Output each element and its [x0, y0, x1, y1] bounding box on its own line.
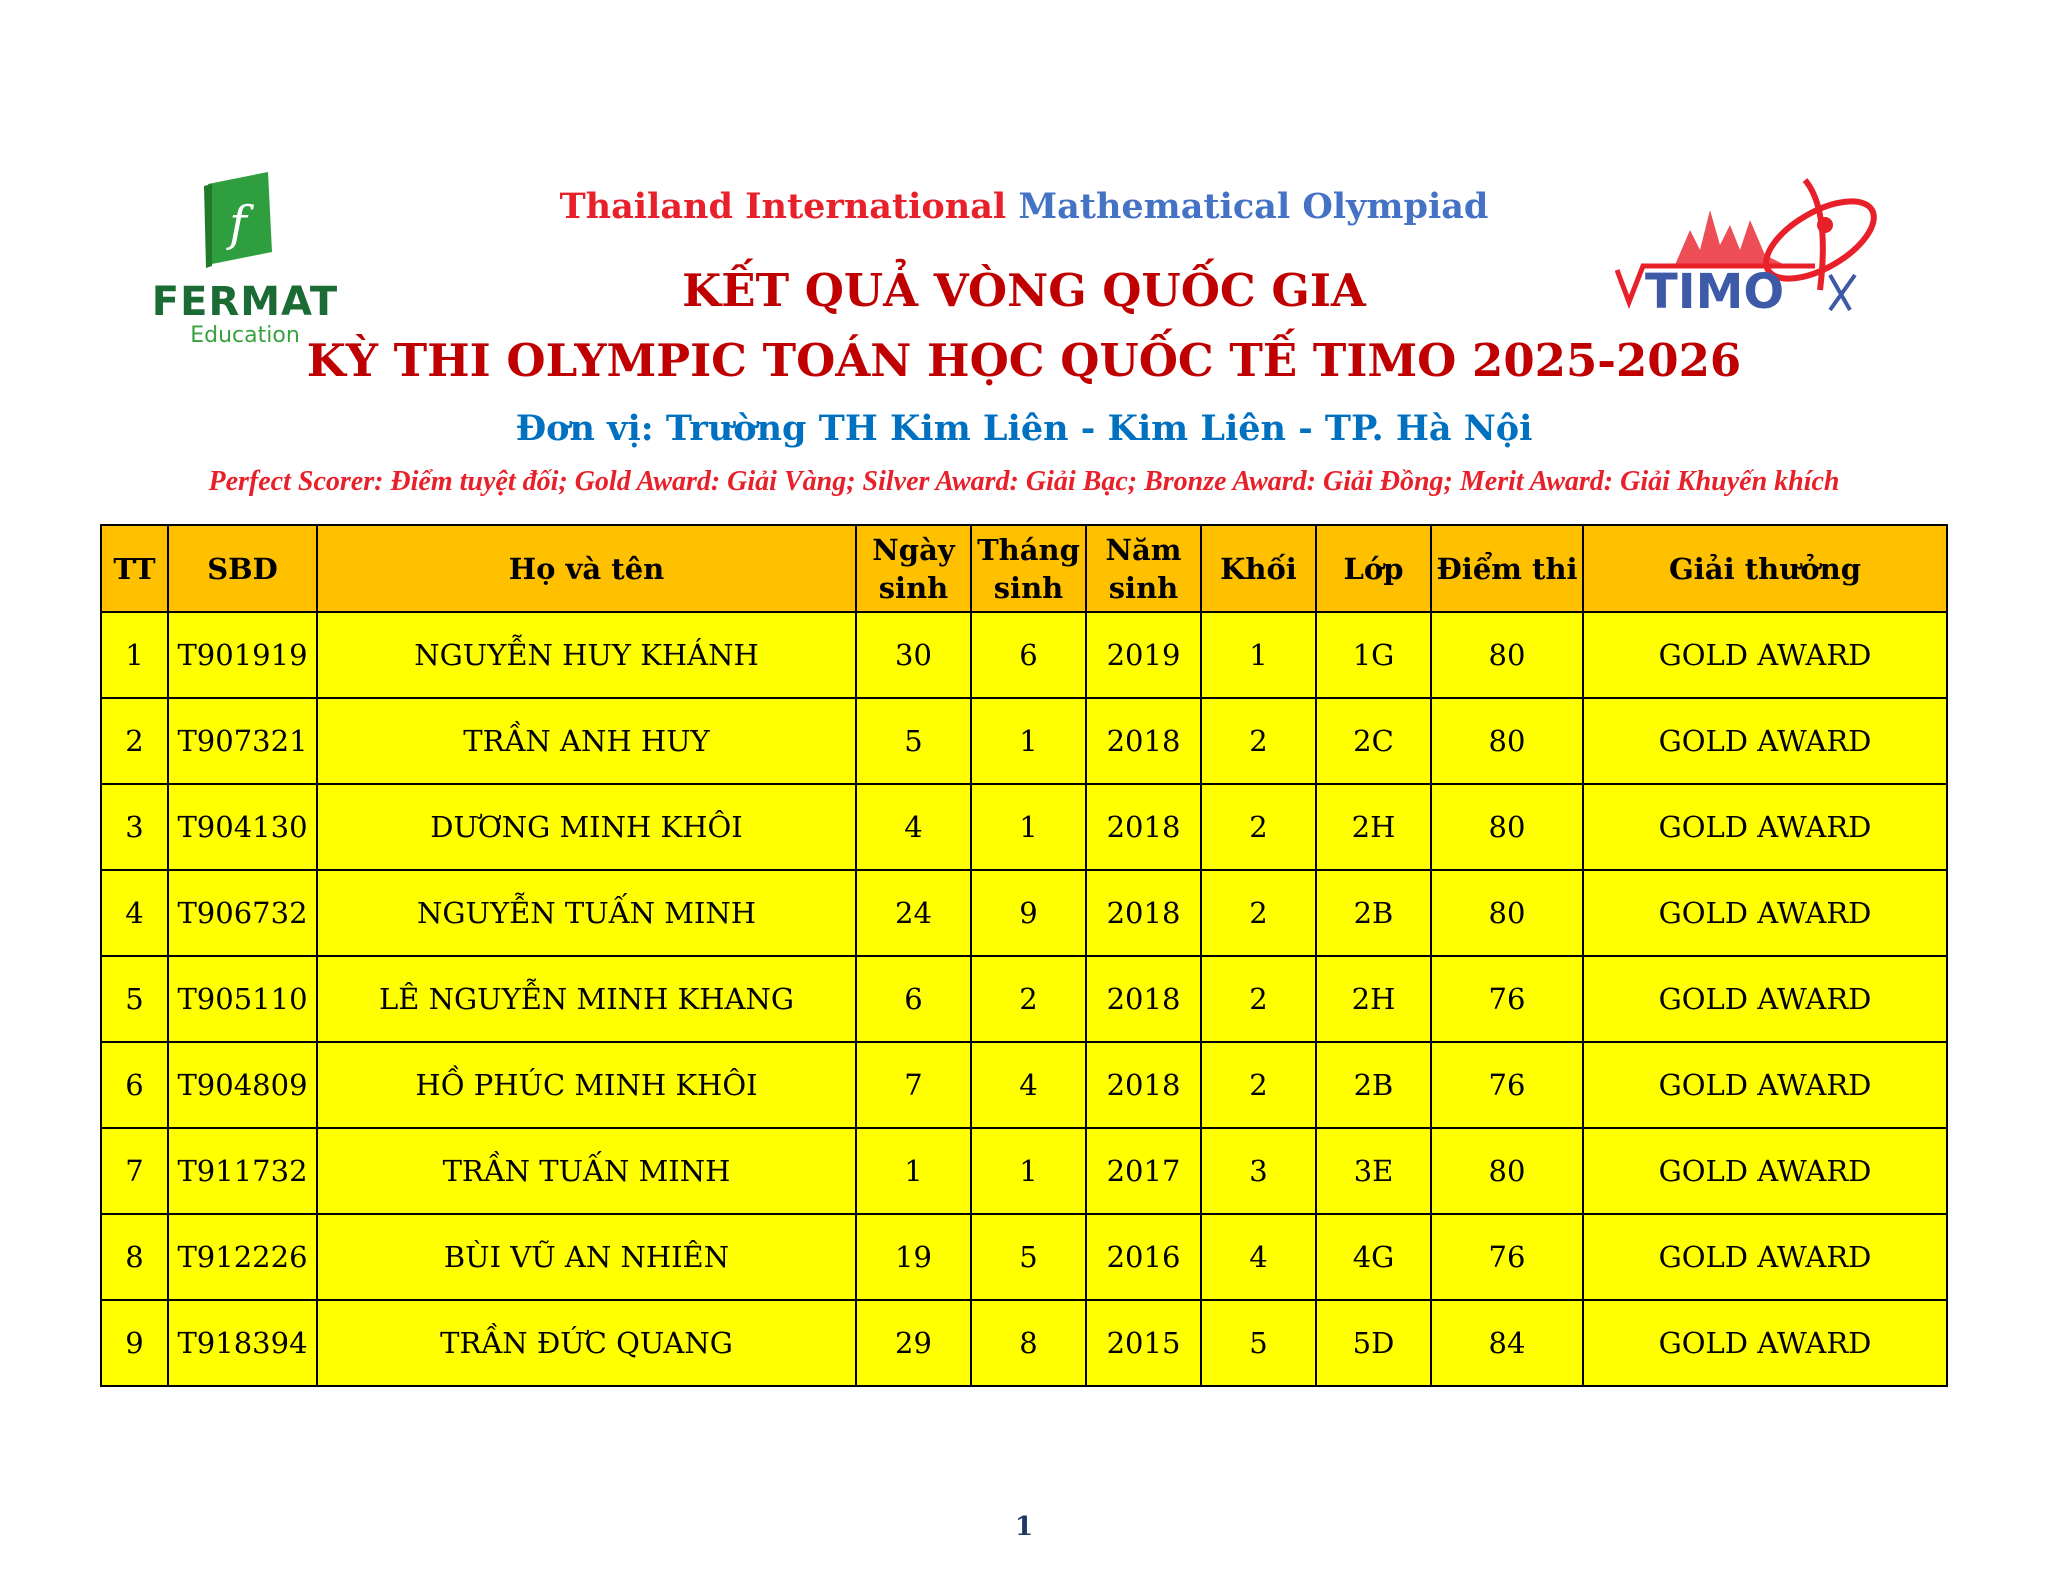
- table-cell: 5: [1201, 1300, 1316, 1386]
- table-cell: 2018: [1086, 956, 1201, 1042]
- table-row: [101, 1042, 1947, 1128]
- column-header: Giải thưởng: [1583, 525, 1947, 612]
- table-cell: 2: [1201, 784, 1316, 870]
- table-cell: 2: [1201, 1042, 1316, 1128]
- table-cell: T904809: [168, 1042, 317, 1128]
- unit-name: Đơn vị: Trường TH Kim Liên - Kim Liên - TP. Hà Nội: [515, 408, 1533, 449]
- table-cell: 5: [101, 956, 168, 1042]
- table-cell: 2: [1201, 698, 1316, 784]
- column-header: Năm sinh: [1086, 525, 1201, 612]
- table-cell: 6: [101, 1042, 168, 1128]
- table-cell: T906732: [168, 870, 317, 956]
- table-row: [101, 698, 1947, 784]
- title-results: KẾT QUẢ VÒNG QUỐC GIA: [682, 264, 1366, 317]
- table-cell: LÊ NGUYỄN MINH KHANG: [317, 956, 856, 1042]
- table-cell: 1G: [1316, 612, 1431, 698]
- table-cell: 4: [1201, 1214, 1316, 1300]
- table-cell: 2016: [1086, 1214, 1201, 1300]
- table-cell: GOLD AWARD: [1583, 1042, 1947, 1128]
- table-cell: 2017: [1086, 1128, 1201, 1214]
- table-cell: TRẦN TUẤN MINH: [317, 1128, 856, 1214]
- table-cell: 2: [1201, 870, 1316, 956]
- table-cell: DƯƠNG MINH KHÔI: [317, 784, 856, 870]
- table-row: [101, 784, 1947, 870]
- table-cell: 5: [856, 698, 971, 784]
- table-cell: 30: [856, 612, 971, 698]
- results-table: [100, 524, 1948, 1387]
- table-cell: 7: [856, 1042, 971, 1128]
- column-header: Ngày sinh: [856, 525, 971, 612]
- table-cell: GOLD AWARD: [1583, 1128, 1947, 1214]
- table-cell: 4: [856, 784, 971, 870]
- table-cell: 1: [101, 612, 168, 698]
- column-header: Tháng sinh: [971, 525, 1086, 612]
- table-cell: 2B: [1316, 1042, 1431, 1128]
- column-header: Lớp: [1316, 525, 1431, 612]
- table-row: [101, 1300, 1947, 1386]
- page-number: 1: [1014, 1512, 1034, 1542]
- table-cell: 3: [101, 784, 168, 870]
- table-cell: 80: [1431, 1128, 1583, 1214]
- table-cell: 2018: [1086, 870, 1201, 956]
- table-cell: BÙI VŨ AN NHIÊN: [317, 1214, 856, 1300]
- table-cell: 9: [101, 1300, 168, 1386]
- table-cell: 9: [971, 870, 1086, 956]
- table-cell: 4G: [1316, 1214, 1431, 1300]
- table-cell: HỒ PHÚC MINH KHÔI: [317, 1042, 856, 1128]
- table-row: [101, 1214, 1947, 1300]
- table-cell: GOLD AWARD: [1583, 1214, 1947, 1300]
- column-header: SBD: [168, 525, 317, 612]
- award-legend: Perfect Scorer: Điểm tuyệt đối; Gold Award: Giải Vàng; Silver Award: Giải Bạc; Bronze Award: Giải Đồng; Merit Award: Giải Khuyến khích: [208, 466, 1840, 497]
- table-cell: 4: [971, 1042, 1086, 1128]
- table-cell: 1: [971, 784, 1086, 870]
- table-cell: 76: [1431, 1042, 1583, 1128]
- table-cell: 3: [1201, 1128, 1316, 1214]
- table-cell: 80: [1431, 698, 1583, 784]
- table-cell: 2018: [1086, 1042, 1201, 1128]
- table-cell: T907321: [168, 698, 317, 784]
- column-header: Khối: [1201, 525, 1316, 612]
- table-cell: GOLD AWARD: [1583, 784, 1947, 870]
- column-header: Điểm thi: [1431, 525, 1583, 612]
- table-cell: 1: [971, 698, 1086, 784]
- table-cell: 2B: [1316, 870, 1431, 956]
- table-cell: 4: [101, 870, 168, 956]
- table-cell: 2C: [1316, 698, 1431, 784]
- table-cell: 1: [1201, 612, 1316, 698]
- table-row: [101, 870, 1947, 956]
- table-cell: 24: [856, 870, 971, 956]
- table-cell: 80: [1431, 784, 1583, 870]
- table-cell: GOLD AWARD: [1583, 1300, 1947, 1386]
- table-cell: 80: [1431, 612, 1583, 698]
- table-row: [101, 1128, 1947, 1214]
- table-cell: 76: [1431, 1214, 1583, 1300]
- table-cell: T905110: [168, 956, 317, 1042]
- table-cell: 5: [971, 1214, 1086, 1300]
- title-exam: KỲ THI OLYMPIC TOÁN HỌC QUỐC TẾ TIMO 2025-2026: [306, 334, 1742, 387]
- table-cell: T912226: [168, 1214, 317, 1300]
- table-cell: GOLD AWARD: [1583, 698, 1947, 784]
- table-cell: 80: [1431, 870, 1583, 956]
- svg-text:TIMO: TIMO: [1645, 264, 1785, 320]
- table-cell: T901919: [168, 612, 317, 698]
- table-cell: 2018: [1086, 784, 1201, 870]
- table-cell: 84: [1431, 1300, 1583, 1386]
- table-cell: 7: [101, 1128, 168, 1214]
- table-row: [101, 956, 1947, 1042]
- table-cell: T911732: [168, 1128, 317, 1214]
- table-cell: GOLD AWARD: [1583, 956, 1947, 1042]
- column-header: Họ và tên: [317, 525, 856, 612]
- table-cell: 6: [856, 956, 971, 1042]
- table-cell: TRẦN ANH HUY: [317, 698, 856, 784]
- table-cell: 2: [971, 956, 1086, 1042]
- table-cell: 5D: [1316, 1300, 1431, 1386]
- svg-text:FERMAT: FERMAT: [151, 279, 339, 325]
- svg-text:f: f: [229, 196, 247, 252]
- table-cell: T904130: [168, 784, 317, 870]
- table-header-row: [101, 525, 1947, 612]
- table-cell: GOLD AWARD: [1583, 870, 1947, 956]
- table-cell: 2019: [1086, 612, 1201, 698]
- column-header: TT: [101, 525, 168, 612]
- table-cell: 1: [971, 1128, 1086, 1214]
- table-cell: 2: [1201, 956, 1316, 1042]
- table-cell: 8: [971, 1300, 1086, 1386]
- table-cell: 1: [856, 1128, 971, 1214]
- table-cell: 6: [971, 612, 1086, 698]
- table-cell: TRẦN ĐỨC QUANG: [317, 1300, 856, 1386]
- table-cell: 29: [856, 1300, 971, 1386]
- table-cell: 2H: [1316, 956, 1431, 1042]
- organization-title: Thailand International Mathematical Olympiad: [559, 186, 1489, 227]
- table-cell: T918394: [168, 1300, 317, 1386]
- table-cell: 2018: [1086, 698, 1201, 784]
- table-row: [101, 612, 1947, 698]
- table-cell: 2015: [1086, 1300, 1201, 1386]
- table-cell: 2H: [1316, 784, 1431, 870]
- table-cell: 76: [1431, 956, 1583, 1042]
- table-cell: GOLD AWARD: [1583, 612, 1947, 698]
- table-cell: NGUYỄN HUY KHÁNH: [317, 612, 856, 698]
- table-cell: NGUYỄN TUẤN MINH: [317, 870, 856, 956]
- table-cell: 8: [101, 1214, 168, 1300]
- table-cell: 19: [856, 1214, 971, 1300]
- table-cell: 3E: [1316, 1128, 1431, 1214]
- table-cell: 2: [101, 698, 168, 784]
- svg-text:Education: Education: [190, 323, 300, 347]
